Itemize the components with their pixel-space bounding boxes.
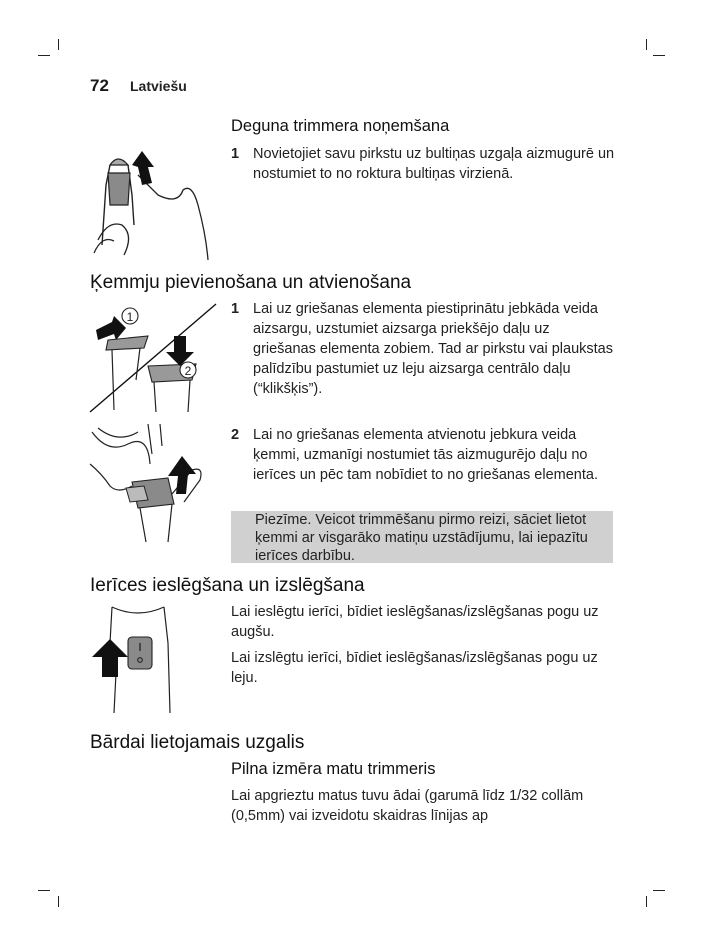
power-on-paragraph: Lai ieslēgtu ierīci, bīdiet ieslēgšanas/izslēgšanas pogu uz augšu. [231,604,599,640]
crop-mark-tr-h [653,55,665,56]
step-text: Lai no griešanas elementa atvienotu jebkura veida ķemmi, uzmanīgi nostumiet tās aizmugurējo daļu no ierīces un pēc tam nobīdiet to no griešanas elementa. [253,427,598,483]
combs-title: Ķemmju pievienošana un atvienošana [90,272,412,293]
beard-subtitle: Pilna izmēra matu trimmeris [231,760,436,778]
crop-mark-br-v [646,896,647,907]
note-box: Piezīme. Veicot trimmēšanu pirmo reizi, sāciet lietot ķemmi ar visgarāko matiņu uzstādījumu, lai iepazītu ierīces darbību. [231,511,613,563]
nose-trimmer-step-1 [231,144,616,206]
step-number: 2 [231,427,240,443]
crop-mark-bl-v [58,896,59,907]
comb-detach-illustration [88,424,218,544]
callout-2: 2 [184,364,192,378]
nose-trimmer-title: Deguna trimmera noņemšana [231,117,450,135]
crop-mark-tr-v [646,39,647,50]
combs-step-1 [231,299,616,404]
combs-step-2 [231,425,616,507]
page-number: 72 [90,76,109,95]
crop-mark-br-h [653,890,665,891]
step-number: 1 [231,301,240,317]
crop-mark-tl-h [38,55,50,56]
power-off-paragraph: Lai izslēgtu ierīci, bīdiet ieslēgšanas/izslēgšanas pogu uz leju. [231,650,598,686]
beard-paragraph: Lai apgrieztu matus tuvu ādai (garumā līdz 1/32 collām (0,5mm) vai izveidotu skaidras līnijas ap [231,788,584,824]
step-number: 1 [231,146,240,162]
step-text: Novietojiet savu pirkstu uz bultiņas uzgaļa aizmugurē un nostumiet to no roktura bultiņas virzienā. [253,146,615,182]
crop-mark-bl-h [38,890,50,891]
beard-title: Bārdai lietojamais uzgalis [90,732,305,753]
power-title: Ierīces ieslēgšana un izslēgšana [90,575,365,596]
language-label: Latviešu [130,78,187,94]
nose-trimmer-removal-illustration [88,145,218,263]
crop-mark-tl-v [58,39,59,50]
step-text: Lai uz griešanas elementa piestiprinātu jebkāda veida aizsargu, uzstumiet aizsarga priekšējo daļu uz griešanas elementa zobiem. Tad ar pirkstu vai plaukstas palīdzību pastumiet uz leju aizsarga centrālo daļu (“klikšķis”). [253,301,614,397]
comb-attach-illustration [88,300,218,415]
callout-1: 1 [126,310,134,324]
power-switch-illustration [88,603,198,715]
